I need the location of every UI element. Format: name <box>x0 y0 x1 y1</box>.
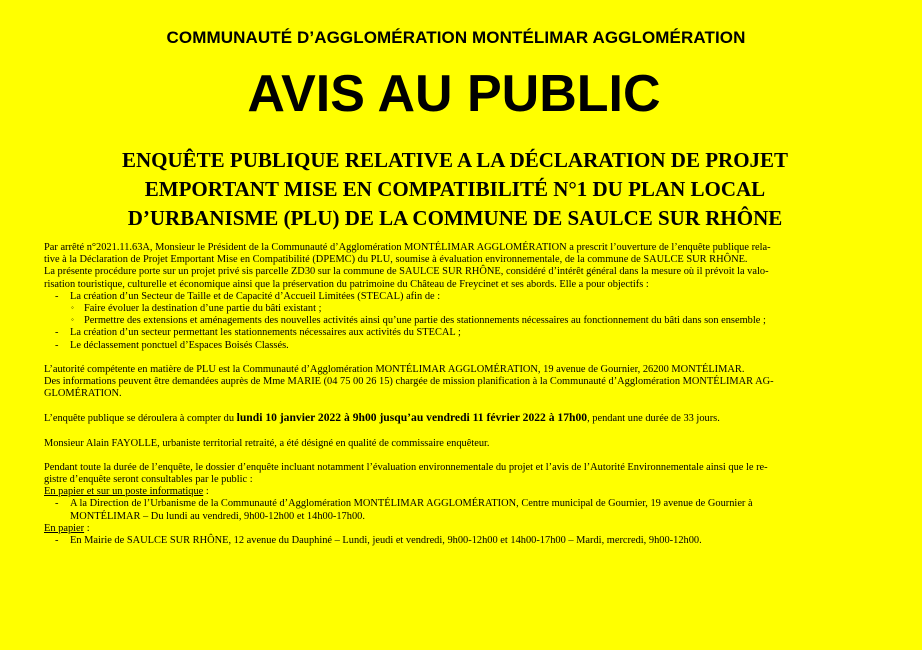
authority-line: L’autorité compétente en matière de PLU est la Communauté d’Agglomération MONTÉLIMAR AGGLOMÉRATION, 19 avenue de Gournier, 26200 MONTÉLIMAR. <box>44 363 745 375</box>
authority-line: GLOMÉRATION. <box>44 388 122 400</box>
location-item <box>44 498 876 522</box>
paper-heading-text: En papier <box>44 522 85 534</box>
subtitle-line: EMPORTANT MISE EN COMPATIBILITÉ N°1 DU PLAN LOCAL <box>144 177 766 201</box>
intro-line: La présente procédure porte sur un projet privé sis parcelle ZD30 sur la commune de SAULCE SUR RHÔNE, considéré d’intérêt général dans la mesure où il prévoit la valo- <box>44 266 769 278</box>
organization-heading: COMMUNAUTÉ D’AGGLOMÉRATION MONTÉLIMAR AGGLOMÉRATION <box>166 28 746 47</box>
sub-objective-item: ◦ Permettre des extensions et aménagements des nouvelles activités ainsi qu’une partie des stationnements nécessaires au fonctionnement du bâti dans son ensemble ; <box>70 315 876 327</box>
intro-line: tive à la Déclaration de Projet Emportant Mise en Compatibilité (DPEMC) du PLU, soumise à évaluation environnementale, de la commune de SAULCE SUR RHÔNE. <box>44 254 748 266</box>
dossier-line: Pendant toute la durée de l’enquête, le dossier d’enquête incluant notamment l’évaluation environnementale du projet et l’avis de l’Autorité Environnementale ainsi que le re- <box>44 461 768 473</box>
location-line: MONTÉLIMAR – Du lundi au vendredi, 9h00-12h00 et 14h00-17h00. <box>70 510 365 522</box>
paper-list <box>44 535 876 547</box>
inquiry-prefix: L’enquête publique se déroulera à compter du <box>44 413 237 425</box>
objective-text: La création d’un Secteur de Taille et de Capacité d’Accueil Limitées (STECAL) afin de : <box>70 290 441 302</box>
paper-computer-heading <box>44 486 876 498</box>
paper-heading <box>44 523 876 535</box>
notice-body <box>44 242 876 547</box>
paper-computer-heading-text: En papier et sur un poste informatique <box>44 486 204 498</box>
paper-computer-list <box>44 498 876 522</box>
notice-title: AVIS AU PUBLIC <box>247 65 661 123</box>
notice-subtitle <box>60 146 850 233</box>
sub-objectives-list <box>70 303 876 327</box>
intro-line: risation touristique, culturelle et économique ainsi que la préservation du patrimoine du Château de Freycinet et ses abords. Elle a pour objectifs : <box>44 278 649 290</box>
intro-line: Par arrêté n°2021.11.63A, Monsieur le Président de la Communauté d’Agglomération MONTÉLIMAR AGGLOMÉRATION a prescrit l’ouverture de l’enquête publique rela- <box>44 242 771 253</box>
location-line: - A la Direction de l’Urbanisme de la Communauté d’Agglomération MONTÉLIMAR AGGLOMÉRATION, Centre municipal de Gournier, 19 avenue de Gournier à <box>70 498 753 510</box>
location-item: - En Mairie de SAULCE SUR RHÔNE, 12 avenue du Dauphiné – Lundi, jeudi et vendredi, 9h00-12h00 et 14h00-17h00 – Mardi, mercredi, 9h00-12h00. <box>44 535 876 547</box>
inquiry-dates: lundi 10 janvier 2022 à 9h00 jusqu’au vendredi 11 février 2022 à 17h00 <box>236 411 588 425</box>
sub-objective-item: ◦ Faire évoluer la destination d’une partie du bâti existant ; <box>70 303 876 315</box>
authority-line: Des informations peuvent être demandées auprès de Mme MARIE (04 75 00 26 15) chargée de mission planification à la Communauté d’Agglomération MONTÉLIMAR AG- <box>44 376 774 388</box>
subtitle-line: D’URBANISME (PLU) DE LA COMMUNE DE SAULCE SUR RHÔNE <box>127 206 783 230</box>
inquiry-period <box>44 412 876 425</box>
objective-item: - La création d’un secteur permettant les stationnements nécessaires aux activités du STECAL ; <box>44 327 876 339</box>
dossier-line: gistre d’enquête seront consultables par le public : <box>44 474 253 486</box>
objective-item: - Le déclassement ponctuel d’Espaces Boisés Classés. <box>44 340 876 352</box>
commissioner-line: Monsieur Alain FAYOLLE, urbaniste territorial retraité, a été désigné en qualité de commissaire enquêteur. <box>44 437 490 449</box>
inquiry-suffix: , pendant une durée de 33 jours. <box>587 413 720 425</box>
objective-item <box>44 291 876 328</box>
objectives-list <box>44 291 876 352</box>
heading-colon: : <box>203 486 209 498</box>
subtitle-line: ENQUÊTE PUBLIQUE RELATIVE A LA DÉCLARATION DE PROJET <box>121 148 789 172</box>
heading-colon: : <box>84 522 90 534</box>
